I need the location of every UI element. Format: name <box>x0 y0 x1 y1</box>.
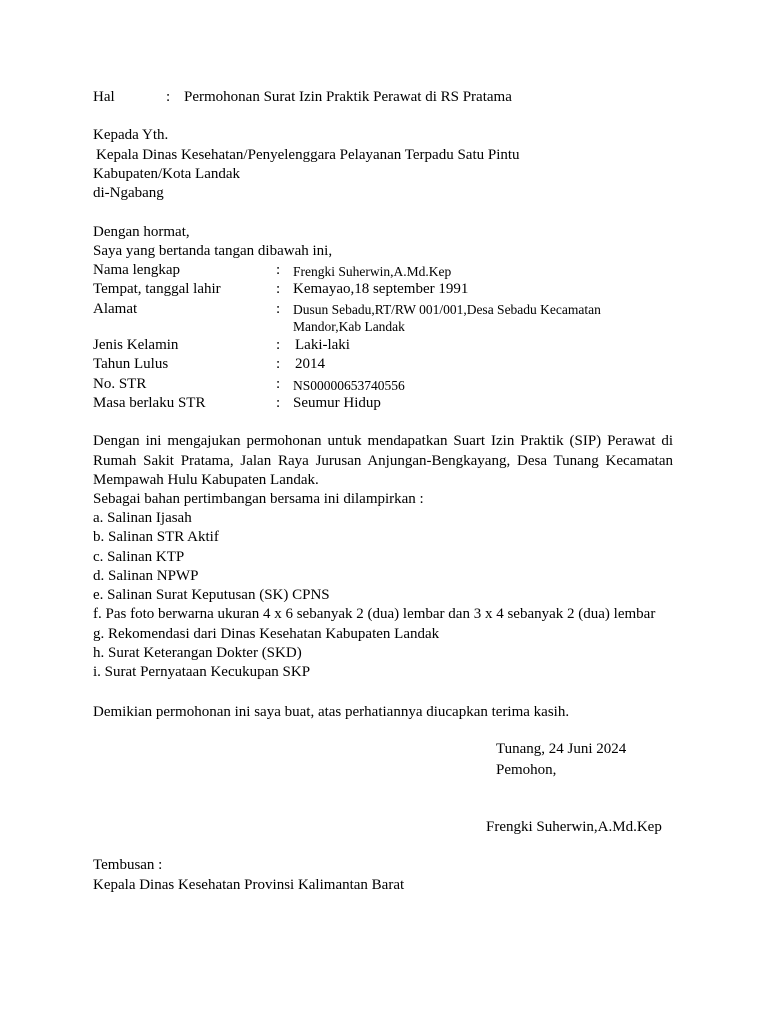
recipient-salutation: Kepada Yth. <box>93 127 169 143</box>
subject-label: Hal <box>93 89 115 105</box>
identity-label-address: Alamat <box>93 301 138 317</box>
attachment-item: f. Pas foto berwarna ukuran 4 x 6 sebanyak 2 (dua) lembar dan 3 x 4 sebanyak 2 (dua) lembar <box>93 606 656 622</box>
identity-colon-str-validity: : <box>276 395 281 411</box>
identity-value-birth: Kemayao,18 september 1991 <box>293 281 469 297</box>
identity-colon-address: : <box>276 301 281 317</box>
attachment-item: d. Salinan NPWP <box>93 568 199 584</box>
identity-colon-name: : <box>276 262 281 278</box>
identity-value-gender: Laki-laki <box>295 337 350 353</box>
attachment-item: g. Rekomendasi dari Dinas Kesehatan Kabupaten Landak <box>93 626 440 642</box>
attachment-item: h. Surat Keterangan Dokter (SKD) <box>93 645 302 661</box>
identity-value-graduation: 2014 <box>295 356 325 372</box>
identity-label-gender: Jenis Kelamin <box>93 337 179 353</box>
attachments-intro: Sebagai bahan pertimbangan bersama ini dilampirkan : <box>93 491 424 507</box>
recipient-line2: Kabupaten/Kota Landak <box>93 166 241 182</box>
signature-role: Pemohon, <box>496 762 557 778</box>
recipient-line3: di-Ngabang <box>93 185 164 201</box>
identity-label-graduation: Tahun Lulus <box>93 356 169 372</box>
recipient-line1: Kepala Dinas Kesehatan/Penyelenggara Pelayanan Terpadu Satu Pintu <box>96 147 520 163</box>
intro-text: Saya yang bertanda tangan dibawah ini, <box>93 243 333 259</box>
attachment-item: i. Surat Pernyataan Kecukupan SKP <box>93 664 311 680</box>
identity-label-str-validity: Masa berlaku STR <box>93 395 206 411</box>
subject-colon: : <box>166 89 171 105</box>
attachment-item: c. Salinan KTP <box>93 549 185 565</box>
identity-colon-graduation: : <box>276 356 281 372</box>
identity-label-birth: Tempat, tanggal lahir <box>93 281 221 297</box>
identity-value-str: NS00000653740556 <box>293 378 405 393</box>
cc-line1: Kepala Dinas Kesehatan Provinsi Kalimantan Barat <box>93 877 405 893</box>
cc-label: Tembusan : <box>93 857 163 873</box>
identity-value-str-validity: Seumur Hidup <box>293 395 381 411</box>
attachment-item: b. Salinan STR Aktif <box>93 529 219 545</box>
greeting: Dengan hormat, <box>93 224 190 240</box>
body-paragraph: Dengan ini mengajukan permohonan untuk mendapatkan Suart Izin Praktik (SIP) Perawat di Rumah Sakit Pratama, Jalan Raya Jurusan Anjungan-Bengkayang, Desa Tunang Kecamatan Mempawah Hulu Kabupaten Landak. <box>93 433 673 488</box>
identity-value-name: Frengki Suherwin,A.Md.Kep <box>293 264 452 279</box>
identity-value-address: Dusun Sebadu,RT/RW 001/001,Desa Sebadu Kecamatan <box>293 302 601 317</box>
identity-label-str: No. STR <box>93 376 147 392</box>
identity-colon-birth: : <box>276 281 281 297</box>
identity-colon-str: : <box>276 376 281 392</box>
signature-name: Frengki Suherwin,A.Md.Kep <box>486 819 662 835</box>
closing-text: Demikian permohonan ini saya buat, atas perhatiannya diucapkan terima kasih. <box>93 704 570 720</box>
attachment-item: e. Salinan Surat Keputusan (SK) CPNS <box>93 587 330 603</box>
identity-colon-gender: : <box>276 337 281 353</box>
identity-value-address-line2: Mandor,Kab Landak <box>293 319 405 334</box>
attachment-item: a. Salinan Ijasah <box>93 510 192 526</box>
subject-text: Permohonan Surat Izin Praktik Perawat di RS Pratama <box>184 89 512 105</box>
identity-label-name: Nama lengkap <box>93 262 181 278</box>
signature-place-date: Tunang, 24 Juni 2024 <box>496 741 627 757</box>
